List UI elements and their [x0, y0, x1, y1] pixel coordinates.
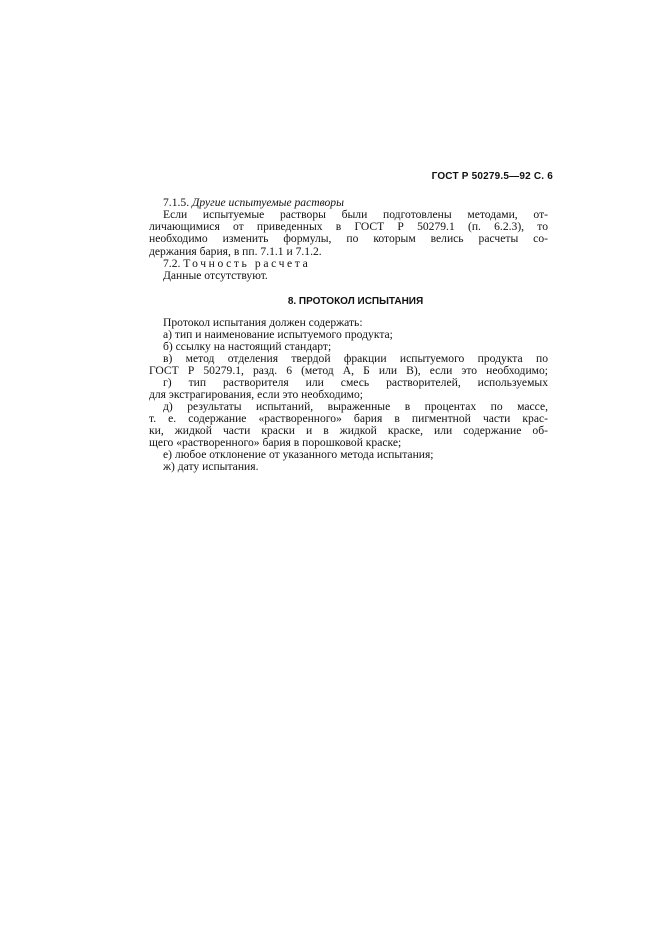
accuracy-text: Данные отсутствуют.: [163, 269, 268, 282]
accuracy-number: 7.2.: [163, 257, 181, 270]
paragraph-line: держания бария, в пп. 7.1.1 и 7.1.2.: [149, 245, 322, 258]
list-item: г) тип растворителя или смесь растворителей, используемых: [163, 376, 548, 389]
accuracy-title: Точность расчета: [183, 257, 311, 270]
subsection-title: Другие испытуемые растворы: [192, 196, 344, 209]
section-title: 8. ПРОТОКОЛ ИСПЫТАНИЯ: [287, 296, 424, 307]
list-intro: Протокол испытания должен содержать:: [163, 316, 363, 329]
list-item-continuation: ГОСТ Р 50279.1, разд. 6 (метод А, Б или В), если это необходимо;: [149, 364, 548, 377]
list-item-continuation: т. е. содержание «растворенного» бария в пигментной части крас-: [149, 412, 548, 425]
list-item: ж) дату испытания.: [163, 460, 259, 473]
subsection-number: 7.1.5.: [163, 196, 190, 209]
list-item-continuation: для экстрагирования, если это необходимо;: [149, 388, 364, 401]
list-item: а) тип и наименование испытуемого продукта;: [163, 328, 393, 341]
paragraph-line: личающимися от приведенных в ГОСТ Р 50279.1 (п. 6.2.3), то: [149, 220, 548, 233]
page-header: ГОСТ Р 50279.5—92 С. 6: [431, 171, 553, 182]
paragraph-line: Если испытуемые растворы были подготовлены методами, от-: [163, 208, 548, 221]
list-item-continuation: щего «растворенного» бария в порошковой краске;: [149, 436, 402, 449]
paragraph-line: необходимо изменить формулы, по которым велись расчеты со-: [149, 232, 548, 245]
list-item: е) любое отклонение от указанного метода испытания;: [163, 448, 434, 461]
list-item: б) ссылку на настоящий стандарт;: [163, 340, 332, 353]
list-item: д) результаты испытаний, выраженные в процентах по массе,: [163, 400, 548, 413]
list-item: в) метод отделения твердой фракции испытуемого продукта по: [163, 352, 548, 365]
list-item-continuation: ки, жидкой части краски и в жидкой краске, или содержание об-: [149, 424, 548, 437]
